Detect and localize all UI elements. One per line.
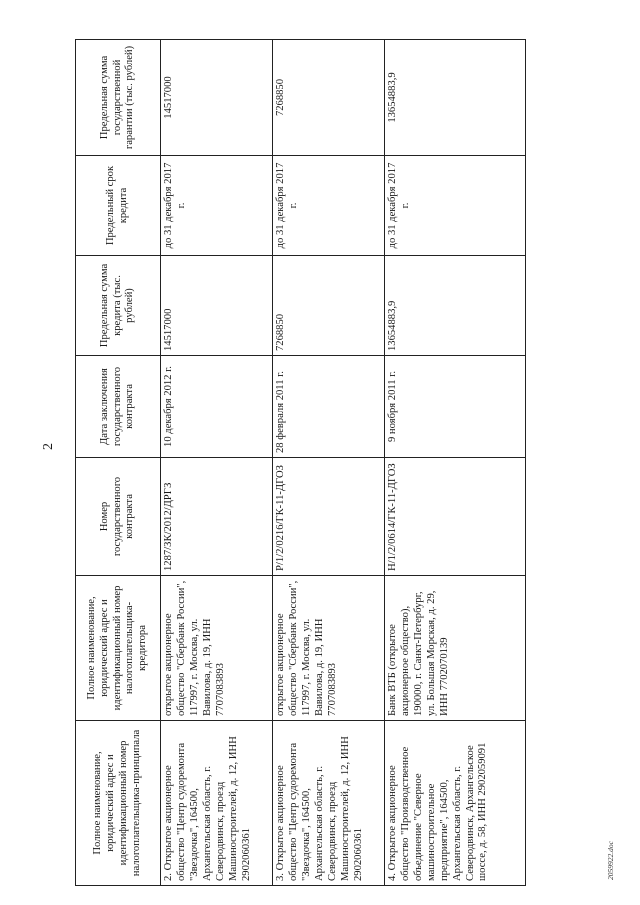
table-row <box>161 40 273 886</box>
page-number: 2 <box>41 443 56 450</box>
cell-creditor: открытое акционерное общество "Сбербанк России", 117997, г. Москва, ул. Вавилова, д. 19, ИНН 7707083893 <box>161 576 273 721</box>
cell-credit-sum: 13654883,9 <box>385 256 526 356</box>
cell-contract-number: 1287/ЗК/2012/ДРГЗ <box>161 458 273 576</box>
cell-contract-date: 10 декабря 2012 г. <box>161 356 273 458</box>
cell-credit-sum: 7268850 <box>273 256 385 356</box>
cell-contract-number: Р/1/2/0216/ГК-11-ДГОЗ <box>273 458 385 576</box>
cell-creditor: Банк ВТБ (открытое акционерное общество), 190000, г. Санкт-Петербург, ул. Большая Морская, д. 29, ИНН 7702070139 <box>385 576 526 721</box>
guarantee-table <box>75 39 526 886</box>
document-file-reference: 2059922.doc <box>606 841 615 880</box>
cell-guarantee-sum: 14517000 <box>161 40 273 156</box>
cell-guarantee-sum: 13654883,9 <box>385 40 526 156</box>
rotated-table-container <box>75 39 526 886</box>
header-principal: Полное наименование, юридический адрес и идентификационный номер налогоплательщика-принципала <box>76 721 161 886</box>
cell-contract-number: Н/1/2/0614/ГК-11-ДГОЗ <box>385 458 526 576</box>
cell-principal: 4. Открытое акционерное общество "Производственное объединение "Северное машиностроительное предприятие", 164500, Архангельская область, г. Северодвинск, Архангельское шоссе, д. 58, ИНН 2902059091 <box>385 721 526 886</box>
cell-credit-term: до 31 декабря 2017 г. <box>161 156 273 256</box>
header-creditor: Полное наименование, юридический адрес и идентификационный номер налогоплательщика-кредитора <box>76 576 161 721</box>
header-contract-date: Дата заключения государственного контракта <box>76 356 161 458</box>
table-row <box>273 40 385 886</box>
cell-credit-sum: 14517000 <box>161 256 273 356</box>
table-header-row <box>76 40 161 886</box>
cell-principal: 2. Открытое акционерное общество "Центр судоремонта "Звездочка", 164500, Архангельская область, г. Северодвинск, проезд Машиностроителей, д. 12, ИНН 2902060361 <box>161 721 273 886</box>
cell-credit-term: до 31 декабря 2017 г. <box>273 156 385 256</box>
cell-guarantee-sum: 7268850 <box>273 40 385 156</box>
cell-contract-date: 28 февраля 2011 г. <box>273 356 385 458</box>
header-credit-sum: Предельная сумма кредита (тыс. рублей) <box>76 256 161 356</box>
cell-credit-term: до 31 декабря 2017 г. <box>385 156 526 256</box>
table-row <box>385 40 526 886</box>
header-guarantee-sum: Предельная сумма государственной гарантии (тыс. рублей) <box>76 40 161 156</box>
header-credit-term: Предельный срок кредита <box>76 156 161 256</box>
header-contract-number: Номер государственного контракта <box>76 458 161 576</box>
cell-principal: 3. Открытое акционерное общество "Центр судоремонта "Звездочка", 164500, Архангельская область, г. Северодвинск, проезд Машиностроителей, д. 12, ИНН 2902060361 <box>273 721 385 886</box>
cell-contract-date: 9 ноября 2011 г. <box>385 356 526 458</box>
cell-creditor: открытое акционерное общество "Сбербанк России", 117997, г. Москва, ул. Вавилова, д. 19, ИНН 7707083893 <box>273 576 385 721</box>
